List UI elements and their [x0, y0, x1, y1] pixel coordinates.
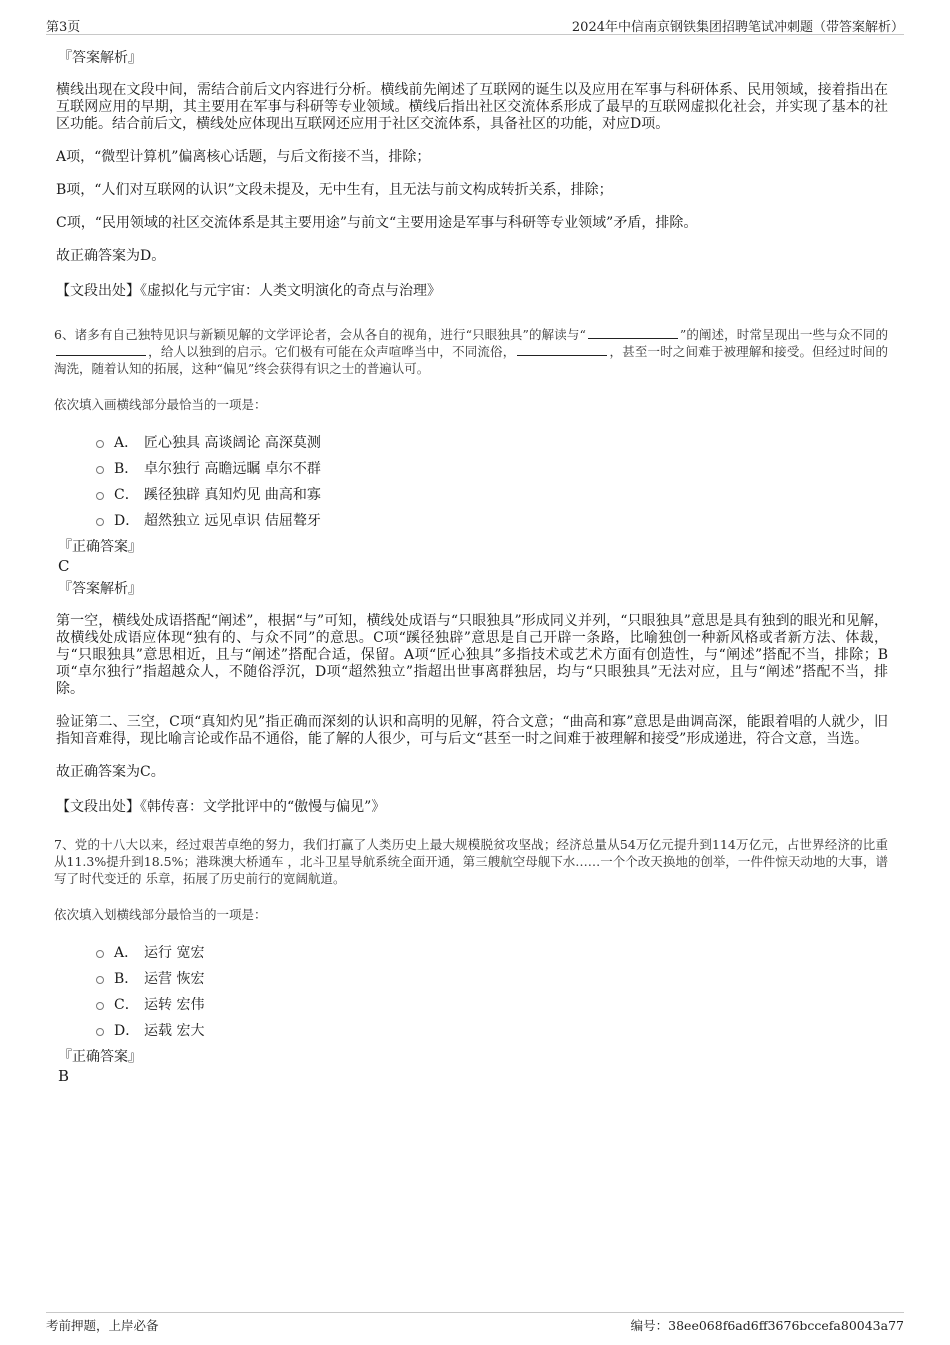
q5-analysis-paragraph: 横线出现在文段中间，需结合前后文内容进行分析。横线前先阐述了互联网的诞生以及应用在军事与科研体系、民用领域，接着指出在互联网应用的早期，其主要用在军事与科研等专业领域。横线后指出社区交流体系形成了最早的互联网虚拟化社会，并实现了基本的社区功能。结合前后文，横线处应体现出互联网还应用于社区交流体系，具备社区的功能，对应D项。 — [56, 82, 888, 132]
option-text: 运转 宏伟 — [144, 997, 205, 1013]
q7-question-text: 7、党的十八大以来，经过艰苦卓绝的努力，我们打赢了人类历史上最大规模脱贫攻坚战；经济总量从54万亿元提升到114万亿元，占世界经济的比重从11.3%提升到18.5%；港珠澳大桥通车 ，北斗卫星导航系统全面开通，第三艘航空母舰下水……一个个改天换地的创举，一件件惊天动地的大事，谱写了时代变迁的 乐章，拓展了历史前行的宽阔航道。 — [54, 837, 888, 886]
q6-conclusion: 故正确答案为C。 — [56, 764, 165, 780]
q7-option-a[interactable] — [96, 939, 888, 965]
page-header — [46, 14, 904, 35]
option-text: 超然独立 远见卓识 佶屈聱牙 — [144, 513, 321, 529]
option-letter: B． — [114, 461, 139, 477]
footer-slogan: 考前押题，上岸必备 — [46, 1318, 159, 1333]
document-id: 编号：38ee068f6ad6ff3676bccefa80043a77 — [630, 1318, 904, 1333]
q6-analysis-paragraph: 验证第二、三空，C项“真知灼见”指正确而深刻的认识和高明的见解，符合文意；“曲高和寡”意思是曲调高深，能跟着唱的人就少，旧指知音难得，现比喻言论或作品不通俗，能了解的人很少，可与后文“甚至一时之间难于被理解和接受”形成递进，符合文意，当选。 — [56, 714, 888, 747]
q5-conclusion: 故正确答案为D。 — [56, 248, 166, 264]
q6-blank-3 — [517, 344, 607, 356]
q7-answer: B — [58, 1067, 70, 1085]
q6-text-part: 6、诸多有自己独特见识与新颖见解的文学评论者，会从各自的视角，进行“只眼独具”的解读与“ — [54, 327, 586, 342]
q7-option-d[interactable] — [96, 1017, 888, 1043]
option-text: 匠心独具 高谈阔论 高深莫测 — [144, 435, 321, 451]
option-text: 运载 宏大 — [144, 1023, 205, 1039]
q6-option-c[interactable] — [96, 481, 888, 507]
option-text: 蹊径独辟 真知灼见 曲高和寡 — [144, 487, 321, 503]
page-footer — [46, 1312, 904, 1333]
q6-blank-1 — [588, 327, 678, 339]
q6-answer-label: 『正确答案』 — [58, 539, 142, 555]
radio-icon[interactable] — [96, 1028, 104, 1036]
q6-text-part: ，甚至一时之间难于被理解和接受。但经过时间的淘洗，随着认知的拓展，这种“偏见”终会获得有识之士的普遍认可。 — [54, 344, 888, 376]
radio-icon[interactable] — [96, 466, 104, 474]
option-letter: D． — [114, 513, 140, 529]
q7-answer-label: 『正确答案』 — [58, 1049, 142, 1065]
option-letter: A． — [114, 945, 139, 961]
option-letter: B． — [114, 971, 139, 987]
document-content — [56, 44, 888, 1085]
option-text: 运行 宽宏 — [144, 945, 205, 961]
q5-source: 【文段出处】《虚拟化与元宇宙：人类文明演化的奇点与治理》 — [56, 283, 441, 299]
radio-icon[interactable] — [96, 1002, 104, 1010]
q5-analysis-paragraph: B项，“人们对互联网的认识”文段未提及，无中生有，且无法与前文构成转折关系，排除； — [56, 182, 613, 198]
option-text: 运营 恢宏 — [144, 971, 205, 987]
q5-analysis-paragraph: A项，“微型计算机”偏离核心话题，与后文衔接不当，排除； — [56, 149, 431, 165]
q7-options — [96, 939, 888, 1043]
option-letter: C． — [114, 487, 139, 503]
q6-answer: C — [58, 557, 70, 575]
q6-text-part: ，给人以独到的启示。它们极有可能在众声喧哗当中，不同流俗， — [148, 344, 516, 359]
q6-prompt: 依次填入画横线部分最恰当的一项是： — [54, 397, 267, 412]
q7-option-b[interactable] — [96, 965, 888, 991]
q6-option-d[interactable] — [96, 507, 888, 533]
q6-analysis-paragraph: 第一空，横线处成语搭配“阐述”，根据“与”可知，横线处成语与“只眼独具”形成同义并列，“只眼独具”意思是具有独到的眼光和见解，故横线处成语应体现“独有的、与众不同”的意思。C项“蹊径独辟”意思是自己开辟一条路，比喻独创一种新风格或者新方法、体裁，与“只眼独具”意思相近，且与“阐述”搭配合适，保留。A项“匠心独具”多指技术或艺术方面有创造性，与“阐述”搭配不当，排除；B项“卓尔独行”指超越众人，不随俗浮沉，D项“超然独立”指超出世事离群独居，均与“只眼独具”无法对应，且与“阐述”搭配不当，排除。 — [56, 613, 888, 697]
q6-text-part: ”的阐述，时常呈现出一些与众不同的 — [679, 327, 888, 342]
document-title: 2024年中信南京钢铁集团招聘笔试冲刺题（带答案解析） — [571, 20, 904, 35]
q6-option-a[interactable] — [96, 429, 888, 455]
q7-option-c[interactable] — [96, 991, 888, 1017]
q5-analysis-label: 『答案解析』 — [58, 50, 142, 66]
option-text: 卓尔独行 高瞻远瞩 卓尔不群 — [144, 461, 321, 477]
option-letter: A． — [114, 435, 139, 451]
q6-question-text — [54, 326, 888, 377]
q6-options — [96, 429, 888, 533]
q6-blank-2 — [56, 344, 146, 356]
radio-icon[interactable] — [96, 518, 104, 526]
option-letter: C． — [114, 997, 139, 1013]
radio-icon[interactable] — [96, 440, 104, 448]
q6-analysis-label: 『答案解析』 — [58, 581, 142, 597]
q7-prompt: 依次填入划横线部分最恰当的一项是： — [54, 907, 267, 922]
option-letter: D． — [114, 1023, 140, 1039]
page-number: 第3页 — [46, 20, 81, 35]
radio-icon[interactable] — [96, 976, 104, 984]
radio-icon[interactable] — [96, 950, 104, 958]
radio-icon[interactable] — [96, 492, 104, 500]
q5-analysis-paragraph: C项，“民用领域的社区交流体系是其主要用途”与前文“主要用途是军事与科研等专业领域”矛盾，排除。 — [56, 215, 698, 231]
q6-option-b[interactable] — [96, 455, 888, 481]
q6-source: 【文段出处】《韩传喜：文学批评中的“傲慢与偏见”》 — [56, 799, 386, 815]
